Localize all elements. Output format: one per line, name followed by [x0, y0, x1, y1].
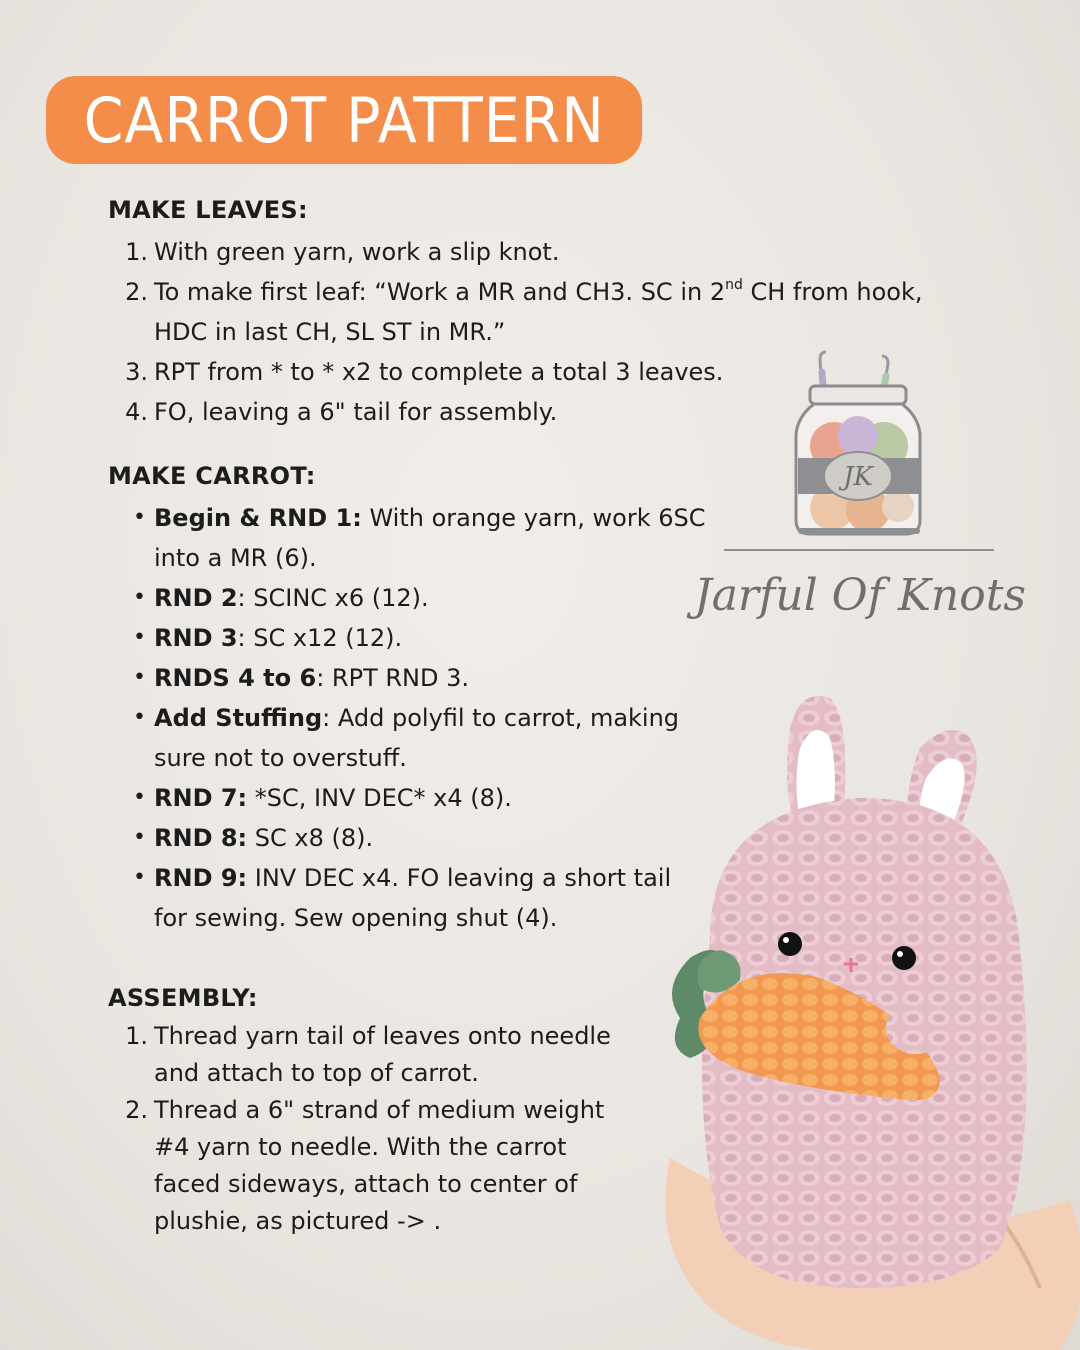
carrot-rounds: [108, 498, 705, 938]
round-label: RND 7:: [154, 784, 248, 812]
list-item: [108, 578, 705, 618]
round-label: RND 3: [154, 624, 238, 652]
round-text: INV DEC x4. FO leaving a short tail: [247, 864, 672, 892]
bullet: •: [133, 705, 146, 730]
brand-logo: [694, 348, 1026, 638]
round-label: RND 2: [154, 584, 238, 612]
list-item: [108, 818, 705, 858]
bullet: •: [133, 585, 146, 610]
round-text: : SCINC x6 (12).: [237, 584, 429, 612]
list-item: [108, 1018, 611, 1092]
carrot-heading: MAKE CARROT:: [108, 462, 316, 490]
step-text: Thread a 6" strand of medium weight: [154, 1096, 605, 1124]
round-text: SC x8 (8).: [247, 824, 374, 852]
round-label: RND 9:: [154, 864, 248, 892]
round-text: *SC, INV DEC* x4 (8).: [247, 784, 512, 812]
bullet: •: [133, 865, 146, 890]
step-number: 4.: [125, 398, 148, 426]
title-banner: [46, 76, 642, 164]
logo-monogram: JK: [843, 462, 873, 492]
round-text-continued: for sewing. Sew opening shut (4).: [154, 904, 558, 932]
step-text-continued: plushie, as pictured -> .: [154, 1207, 442, 1235]
round-text: : Add polyfil to carrot, making: [322, 704, 680, 732]
round-label: RND 8:: [154, 824, 248, 852]
bullet: •: [133, 505, 146, 530]
list-item: [108, 658, 705, 698]
leaves-heading: MAKE LEAVES:: [108, 196, 308, 224]
step-text-continued: and attach to top of carrot.: [154, 1059, 479, 1087]
list-item: [108, 232, 923, 272]
list-item: [108, 858, 705, 938]
bullet: •: [133, 625, 146, 650]
list-item: [108, 498, 705, 578]
step-number: 2.: [125, 278, 148, 306]
brand-name: Jarful Of Knots: [694, 570, 1026, 621]
bullet: •: [133, 785, 146, 810]
step-text-continued: faced sideways, attach to center of: [154, 1170, 578, 1198]
list-item: [108, 698, 705, 778]
step-number: 1.: [125, 238, 148, 266]
step-text: CH from hook,: [742, 278, 923, 306]
ordinal-suffix: nd: [725, 277, 743, 293]
step-text-continued: #4 yarn to needle. With the carrot: [154, 1133, 567, 1161]
round-label: RNDS 4 to 6: [154, 664, 317, 692]
round-text: : RPT RND 3.: [316, 664, 469, 692]
step-text-continued: HDC in last CH, SL ST in MR.”: [154, 318, 506, 346]
step-number: 3.: [125, 358, 148, 386]
step-text: Thread yarn tail of leaves onto needle: [154, 1022, 611, 1050]
page-title: CARROT PATTERN: [83, 83, 605, 157]
step-text: FO, leaving a 6" tail for assembly.: [154, 398, 558, 426]
yarn-jar-icon: [796, 352, 920, 534]
list-item: [108, 1092, 611, 1240]
round-label: Add Stuffing: [154, 704, 323, 732]
list-item: [108, 272, 923, 352]
round-text-continued: into a MR (6).: [154, 544, 317, 572]
round-text: : SC x12 (12).: [237, 624, 403, 652]
assembly-heading: ASSEMBLY:: [108, 984, 258, 1012]
bullet: •: [133, 665, 146, 690]
list-item: [108, 618, 705, 658]
step-text: RPT from * to * x2 to complete a total 3 leaves.: [154, 358, 724, 386]
step-text: To make first leaf: “Work a MR and CH3. SC in 2: [154, 278, 726, 306]
step-number: 1.: [125, 1022, 148, 1050]
round-label: Begin & RND 1:: [154, 504, 362, 532]
step-number: 2.: [125, 1096, 148, 1124]
crochet-bunny-with-carrot-image: [640, 688, 1080, 1350]
round-text-continued: sure not to overstuff.: [154, 744, 407, 772]
list-item: [108, 778, 705, 818]
step-text: With green yarn, work a slip knot.: [154, 238, 560, 266]
bullet: •: [133, 825, 146, 850]
round-text: With orange yarn, work 6SC: [361, 504, 706, 532]
assembly-steps: [108, 1018, 611, 1240]
